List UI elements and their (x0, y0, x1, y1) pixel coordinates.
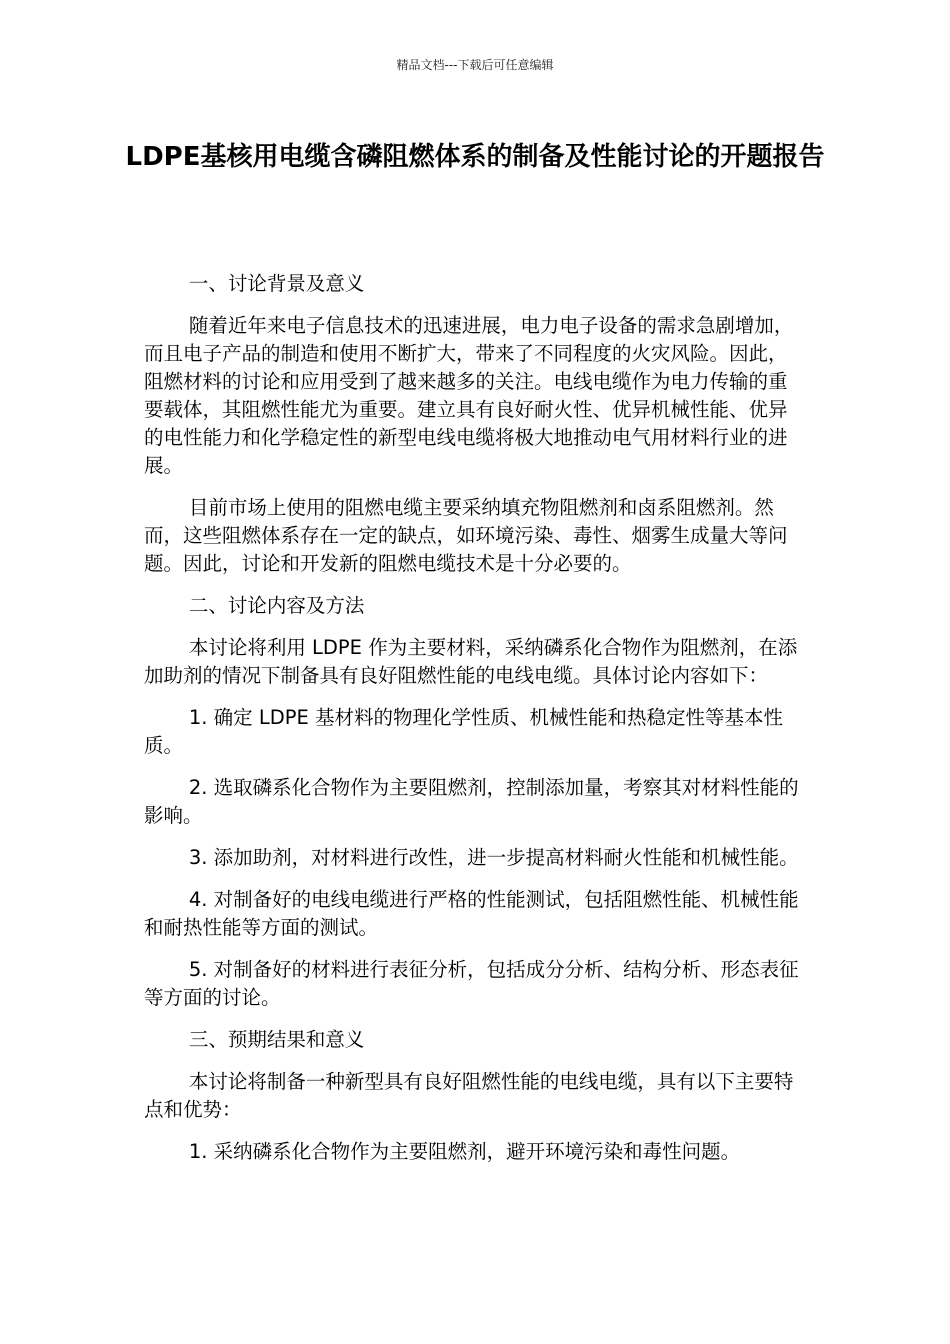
list-item: 1. 采纳磷系化合物作为主要阻燃剂，避开环境污染和毒性问题。 (188, 1140, 741, 1163)
document-title: LDPE基核用电缆含磷阻燃体系的制备及性能讨论的开题报告 (125, 142, 825, 172)
paragraph: 随着近年来电子信息技术的迅速进展，电力电子设备的需求急剧增加，而且电子产品的制造和使用不断扩大，带来了不同程度的火灾风险。因此，阻燃材料的讨论和应用受到了越来越多的关注。电线电缆作为电力传输的重要载体，其阻燃性能尤为重要。建立具有良好耐火性、优异机械性能、优异的电性能力和化学稳定性的新型电线电缆将极大地推动电气用材料行业的进展。 (144, 314, 794, 477)
list-item: 4. 对制备好的电线电缆进行严格的性能测试，包括阻燃性能、机械性能和耐热性能等方面的测试。 (144, 888, 799, 939)
paragraph: 本讨论将利用 LDPE 作为主要材料，采纳磷系化合物作为阻燃剂，在添加助剂的情况下制备具有良好阻燃性能的电线电缆。具体讨论内容如下： (144, 636, 798, 687)
header-note: 精品文档---下载后可任意编辑 (396, 58, 554, 72)
section-heading-expected-results: 三、预期结果和意义 (188, 1028, 365, 1051)
section-heading-background: 一、讨论背景及意义 (188, 272, 365, 295)
section-heading-content-methods: 二、讨论内容及方法 (188, 594, 365, 617)
paragraph: 目前市场上使用的阻燃电缆主要采纳填充物阻燃剂和卤系阻燃剂。然而，这些阻燃体系存在一定的缺点，如环境污染、毒性、烟雾生成量大等问题。因此，讨论和开发新的阻燃电缆技术是十分必要的。 (144, 496, 788, 575)
document-body (144, 270, 800, 1180)
list-item: 1. 确定 LDPE 基材料的物理化学性质、机械性能和热稳定性等基本性质。 (144, 706, 784, 757)
paragraph: 本讨论将制备一种新型具有良好阻燃性能的电线电缆，具有以下主要特点和优势： (144, 1070, 794, 1121)
list-item: 3. 添加助剂，对材料进行改性，进一步提高材料耐火性能和机械性能。 (188, 846, 799, 869)
list-item: 2. 选取磷系化合物作为主要阻燃剂，控制添加量，考察其对材料性能的影响。 (144, 776, 799, 827)
list-item: 5. 对制备好的材料进行表征分析，包括成分分析、结构分析、形态表征等方面的讨论。 (144, 958, 799, 1009)
